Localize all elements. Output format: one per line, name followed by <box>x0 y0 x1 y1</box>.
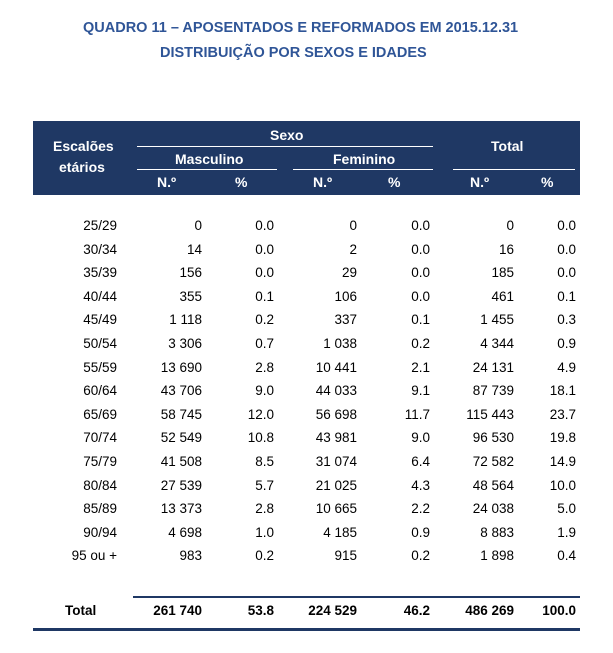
row-male-num: 3 306 <box>168 336 202 351</box>
row-total-num: 87 739 <box>472 383 514 399</box>
row-female-num: 44 033 <box>315 383 357 399</box>
row-age-group: 90/94 <box>83 524 117 540</box>
row-male-num: 13 690 <box>160 359 202 375</box>
row-age-group: 95 ou + <box>71 548 117 564</box>
row-female-num: 31 074 <box>315 454 357 469</box>
row-male-pct: 0.1 <box>255 288 274 304</box>
total-female-pct: 46.2 <box>403 603 430 618</box>
header-age-group-line1: Escalões <box>53 138 114 154</box>
header-total-pct: % <box>541 174 554 190</box>
row-age-group: 30/34 <box>83 241 117 257</box>
row-age-group: 75/79 <box>83 454 117 469</box>
row-female-pct: 2.2 <box>411 501 430 517</box>
row-total-pct: 18.1 <box>549 383 576 399</box>
row-female-pct: 0.2 <box>411 548 430 564</box>
row-total-num: 24 131 <box>472 359 514 375</box>
table-row <box>33 333 580 355</box>
row-male-num: 1 118 <box>169 312 202 328</box>
row-age-group: 85/89 <box>83 501 117 517</box>
row-age-group: 40/44 <box>83 288 117 304</box>
row-male-pct: 0.7 <box>255 336 274 351</box>
header-sex-underline <box>137 146 433 147</box>
row-total-pct: 0.3 <box>557 312 576 328</box>
row-male-pct: 0.2 <box>255 312 274 328</box>
row-total-num: 0 <box>506 218 514 233</box>
row-female-num: 4 185 <box>323 524 357 540</box>
row-age-group: 80/84 <box>83 477 117 493</box>
row-female-num: 10 441 <box>315 359 357 375</box>
row-female-num: 43 981 <box>315 430 357 446</box>
row-total-pct: 0.0 <box>557 218 576 233</box>
row-female-pct: 11.7 <box>404 406 430 422</box>
total-row <box>33 600 580 622</box>
row-total-num: 48 564 <box>472 477 514 493</box>
row-total-num: 96 530 <box>472 430 514 446</box>
row-total-num: 8 883 <box>480 524 514 540</box>
row-male-num: 355 <box>179 288 202 304</box>
row-female-pct: 0.1 <box>411 312 430 328</box>
row-total-pct: 19.8 <box>549 430 576 446</box>
row-total-num: 115 443 <box>466 406 514 422</box>
table-row <box>33 475 580 497</box>
row-male-pct: 12.0 <box>247 406 274 422</box>
row-age-group: 35/39 <box>83 265 117 281</box>
row-total-num: 24 038 <box>472 501 514 517</box>
table-row <box>33 498 580 520</box>
row-male-num: 41 508 <box>160 454 202 469</box>
row-male-pct: 10.8 <box>247 430 274 446</box>
table-row <box>33 451 580 473</box>
row-male-num: 27 539 <box>160 477 202 493</box>
row-age-group: 60/64 <box>83 383 117 399</box>
row-female-num: 21 025 <box>315 477 357 493</box>
row-total-pct: 0.4 <box>557 548 576 564</box>
table-row <box>33 215 580 237</box>
row-total-pct: 0.1 <box>557 288 576 304</box>
row-female-num: 1 038 <box>323 336 357 351</box>
row-total-num: 72 582 <box>472 454 514 469</box>
row-total-pct: 0.9 <box>557 336 576 351</box>
row-age-group: 50/54 <box>83 336 117 351</box>
total-male-pct: 53.8 <box>247 603 274 618</box>
header-male-num: N.º <box>157 174 177 190</box>
table-title: QUADRO 11 – APOSENTADOS E REFORMADOS EM 2015.12.31 <box>83 20 519 36</box>
row-female-pct: 0.0 <box>411 288 430 304</box>
row-female-pct: 4.3 <box>411 477 430 493</box>
row-age-group: 55/59 <box>83 359 117 375</box>
row-male-pct: 0.0 <box>255 218 274 233</box>
bottom-rule <box>33 628 580 631</box>
row-total-pct: 23.7 <box>549 406 576 422</box>
row-total-num: 1 455 <box>480 312 514 328</box>
row-male-pct: 2.8 <box>255 501 274 517</box>
row-female-num: 56 698 <box>315 406 357 422</box>
total-label: Total <box>65 603 97 618</box>
row-male-pct: 0.2 <box>255 548 274 564</box>
total-female-num: 224 529 <box>308 603 357 618</box>
header-male: Masculino <box>175 151 244 167</box>
header-female-underline <box>293 169 433 170</box>
row-male-num: 43 706 <box>160 383 202 399</box>
table-row <box>33 380 580 402</box>
row-female-pct: 0.0 <box>411 265 430 281</box>
row-male-pct: 5.7 <box>255 477 274 493</box>
header-total-underline <box>453 169 575 170</box>
row-male-num: 983 <box>179 548 202 564</box>
row-male-pct: 8.5 <box>255 454 274 469</box>
row-male-pct: 0.0 <box>255 241 274 257</box>
table-subtitle: DISTRIBUIÇÃO POR SEXOS E IDADES <box>160 45 427 61</box>
table-header <box>33 121 580 195</box>
total-total-pct: 100.0 <box>542 603 576 618</box>
row-female-num: 915 <box>334 548 357 564</box>
row-age-group: 25/29 <box>83 218 117 233</box>
row-female-pct: 2.1 <box>411 359 430 375</box>
table-row <box>33 404 580 426</box>
row-total-num: 185 <box>491 265 514 281</box>
row-age-group: 70/74 <box>83 430 117 446</box>
row-total-num: 461 <box>491 288 514 304</box>
total-top-rule <box>133 596 580 598</box>
header-female-pct: % <box>388 174 401 190</box>
table-row <box>33 545 580 567</box>
row-female-num: 29 <box>341 265 357 281</box>
header-male-underline <box>137 169 277 170</box>
header-age-group-line2: etários <box>59 159 105 175</box>
row-female-pct: 9.1 <box>411 383 430 399</box>
header-female-num: N.º <box>313 174 333 190</box>
row-female-pct: 0.0 <box>411 241 430 257</box>
row-male-num: 13 373 <box>160 501 202 517</box>
row-female-num: 2 <box>349 241 357 257</box>
row-male-num: 14 <box>186 241 202 257</box>
table-row <box>33 286 580 308</box>
row-female-num: 0 <box>349 218 357 233</box>
header-male-pct: % <box>235 174 248 190</box>
header-total-num: N.º <box>470 174 490 190</box>
row-female-num: 106 <box>334 288 357 304</box>
row-total-pct: 4.9 <box>557 359 576 375</box>
table-row <box>33 427 580 449</box>
row-age-group: 65/69 <box>83 406 117 422</box>
row-female-num: 10 665 <box>315 501 357 517</box>
row-male-num: 52 549 <box>160 430 202 446</box>
row-male-pct: 2.8 <box>255 359 274 375</box>
row-male-pct: 0.0 <box>255 265 274 281</box>
total-male-num: 261 740 <box>153 603 202 618</box>
header-total: Total <box>491 138 524 154</box>
row-total-num: 1 898 <box>480 548 514 564</box>
table-row <box>33 262 580 284</box>
header-female: Feminino <box>333 151 396 167</box>
row-female-num: 337 <box>334 312 357 328</box>
row-male-num: 0 <box>194 218 202 233</box>
row-male-pct: 1.0 <box>255 524 274 540</box>
row-total-pct: 0.0 <box>557 265 576 281</box>
row-male-pct: 9.0 <box>255 383 274 399</box>
row-total-pct: 14.9 <box>549 454 576 469</box>
table-row <box>33 239 580 261</box>
row-female-pct: 0.2 <box>411 336 430 351</box>
row-female-pct: 6.4 <box>411 454 430 469</box>
row-total-pct: 5.0 <box>557 501 576 517</box>
table-row <box>33 309 580 331</box>
row-female-pct: 9.0 <box>411 430 430 446</box>
header-sex: Sexo <box>270 127 304 143</box>
row-total-pct: 0.0 <box>557 241 576 257</box>
row-female-pct: 0.0 <box>411 218 430 233</box>
row-male-num: 4 698 <box>168 524 202 540</box>
table-row <box>33 357 580 379</box>
row-total-num: 16 <box>498 241 514 257</box>
row-age-group: 45/49 <box>83 312 117 328</box>
row-total-pct: 1.9 <box>557 524 576 540</box>
row-male-num: 156 <box>179 265 202 281</box>
table-row <box>33 522 580 544</box>
row-female-pct: 0.9 <box>411 524 430 540</box>
row-total-num: 4 344 <box>480 336 514 351</box>
row-male-num: 58 745 <box>160 406 202 422</box>
total-total-num: 486 269 <box>465 603 514 618</box>
row-total-pct: 10.0 <box>549 477 576 493</box>
